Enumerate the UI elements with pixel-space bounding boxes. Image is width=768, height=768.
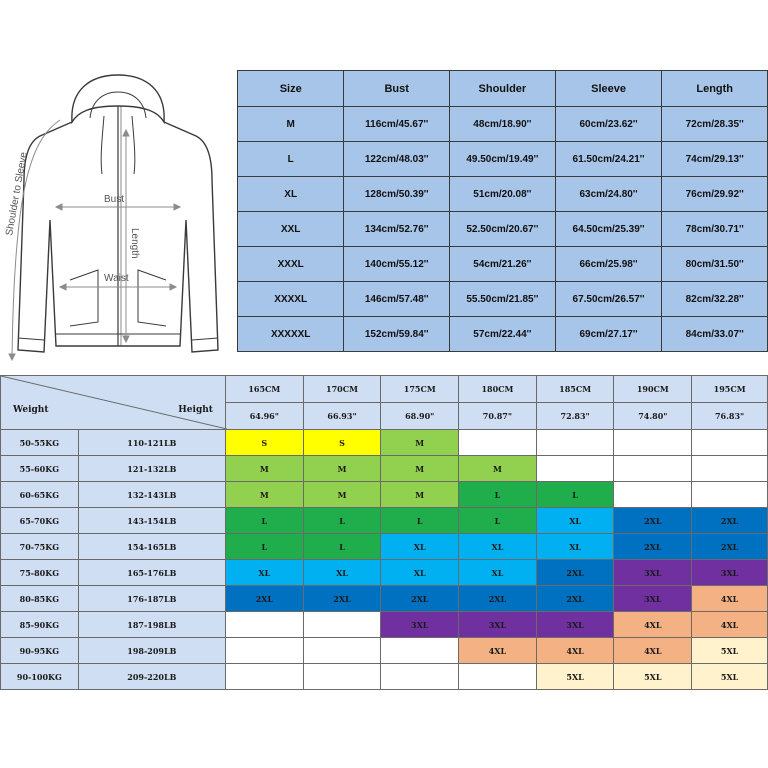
- recommended-size-cell: [225, 664, 303, 690]
- size-table-header-row: [238, 71, 768, 107]
- height-in-header: 76.83": [692, 403, 768, 430]
- bust-label: Bust: [104, 194, 125, 205]
- recommended-size-cell: M: [381, 430, 459, 456]
- corner-diagonal: [1, 376, 227, 429]
- size-table-row: [238, 247, 768, 282]
- size-table-cell: 60cm/23.62'': [555, 107, 662, 142]
- recommended-size-cell: S: [303, 430, 381, 456]
- recommended-size-cell: 3XL: [459, 612, 537, 638]
- size-measurement-table: [237, 70, 768, 352]
- recommended-size-cell: 2XL: [536, 586, 614, 612]
- recommended-size-cell: [381, 664, 459, 690]
- size-table-row: [238, 142, 768, 177]
- weight-kg-cell: 75-80KG: [1, 560, 79, 586]
- size-table-cell: 152cm/59.84'': [344, 317, 450, 352]
- weight-row: [1, 482, 768, 508]
- height-in-header: 70.87": [459, 403, 537, 430]
- weight-row: [1, 560, 768, 586]
- recommended-size-cell: L: [459, 508, 537, 534]
- weight-lb-cell: 209-220LB: [78, 664, 225, 690]
- height-cm-header: 165CM: [225, 376, 303, 403]
- recommended-size-cell: [692, 456, 768, 482]
- recommended-size-cell: XL: [459, 560, 537, 586]
- recommended-size-cell: 5XL: [692, 664, 768, 690]
- size-recommendation-table: [0, 375, 768, 690]
- weight-lb-cell: 154-165LB: [78, 534, 225, 560]
- size-table-cell: 52.50cm/20.67'': [450, 212, 556, 247]
- size-table-cell: 140cm/55.12'': [344, 247, 450, 282]
- size-table-header: Sleeve: [555, 71, 662, 107]
- recommended-size-cell: XL: [303, 560, 381, 586]
- size-table-cell: XXXXL: [238, 282, 344, 317]
- recommended-size-cell: 2XL: [303, 586, 381, 612]
- size-table-cell: 66cm/25.98'': [555, 247, 662, 282]
- height-label: Height: [178, 405, 213, 415]
- size-table-cell: 76cm/29.92'': [662, 177, 768, 212]
- size-table-cell: 72cm/28.35'': [662, 107, 768, 142]
- weight-kg-cell: 70-75KG: [1, 534, 79, 560]
- weight-lb-cell: 143-154LB: [78, 508, 225, 534]
- weight-kg-cell: 90-100KG: [1, 664, 79, 690]
- shoulder-to-sleeve-label: Shoulder to Sleeve: [4, 151, 30, 237]
- recommended-size-cell: [614, 482, 692, 508]
- size-table-cell: 48cm/18.90'': [450, 107, 556, 142]
- size-table-cell: 122cm/48.03'': [344, 142, 450, 177]
- weight-kg-cell: 50-55KG: [1, 430, 79, 456]
- size-table-header: Shoulder: [450, 71, 556, 107]
- recommended-size-cell: XL: [381, 534, 459, 560]
- size-table-row: [238, 282, 768, 317]
- size-table-cell: 134cm/52.76'': [344, 212, 450, 247]
- size-table-cell: 128cm/50.39'': [344, 177, 450, 212]
- waist-label: Waist: [104, 273, 129, 284]
- recommended-size-cell: 2XL: [614, 508, 692, 534]
- recommended-size-cell: L: [536, 482, 614, 508]
- height-cm-header: 195CM: [692, 376, 768, 403]
- size-table-cell: 67.50cm/26.57'': [555, 282, 662, 317]
- size-table-cell: 51cm/20.08'': [450, 177, 556, 212]
- size-table-cell: L: [238, 142, 344, 177]
- recommended-size-cell: S: [225, 430, 303, 456]
- height-in-header: 66.93": [303, 403, 381, 430]
- weight-lb-cell: 176-187LB: [78, 586, 225, 612]
- recommended-size-cell: M: [225, 456, 303, 482]
- weight-row: [1, 430, 768, 456]
- size-table-row: [238, 317, 768, 352]
- recommended-size-cell: M: [381, 456, 459, 482]
- weight-row: [1, 534, 768, 560]
- size-table-row: [238, 107, 768, 142]
- recommended-size-cell: L: [225, 508, 303, 534]
- size-table-cell: 146cm/57.48'': [344, 282, 450, 317]
- height-cm-header: 185CM: [536, 376, 614, 403]
- recommended-size-cell: M: [303, 482, 381, 508]
- recommended-size-cell: 2XL: [381, 586, 459, 612]
- weight-lb-cell: 198-209LB: [78, 638, 225, 664]
- recommended-size-cell: 3XL: [692, 560, 768, 586]
- recommended-size-cell: L: [303, 534, 381, 560]
- size-table-cell: 80cm/31.50'': [662, 247, 768, 282]
- height-in-header: 68.90": [381, 403, 459, 430]
- recommended-size-cell: 2XL: [692, 508, 768, 534]
- length-label: Length: [129, 228, 140, 259]
- recommended-size-cell: 3XL: [614, 586, 692, 612]
- weight-row: [1, 664, 768, 690]
- recommended-size-cell: L: [303, 508, 381, 534]
- recommended-size-cell: [303, 664, 381, 690]
- hoodie-measurement-diagram: [0, 70, 236, 370]
- weight-kg-cell: 90-95KG: [1, 638, 79, 664]
- size-table-cell: XXXXXL: [238, 317, 344, 352]
- recommended-size-cell: 5XL: [692, 638, 768, 664]
- recommended-size-cell: [459, 664, 537, 690]
- recommended-size-cell: L: [225, 534, 303, 560]
- recommended-size-cell: 2XL: [459, 586, 537, 612]
- size-table-header: Length: [662, 71, 768, 107]
- height-in-header: 74.80": [614, 403, 692, 430]
- recommended-size-cell: XL: [225, 560, 303, 586]
- weight-lb-cell: 165-176LB: [78, 560, 225, 586]
- recommended-size-cell: M: [303, 456, 381, 482]
- recommended-size-cell: [225, 612, 303, 638]
- weight-height-corner: [1, 376, 226, 430]
- size-table-cell: M: [238, 107, 344, 142]
- recommended-size-cell: L: [381, 508, 459, 534]
- size-table-cell: 57cm/22.44'': [450, 317, 556, 352]
- recommended-size-cell: [692, 430, 768, 456]
- size-table-cell: 55.50cm/21.85'': [450, 282, 556, 317]
- recommended-size-cell: 2XL: [225, 586, 303, 612]
- weight-lb-cell: 132-143LB: [78, 482, 225, 508]
- size-table-cell: 78cm/30.71'': [662, 212, 768, 247]
- weight-row: [1, 638, 768, 664]
- size-table-row: [238, 212, 768, 247]
- recommended-size-cell: [614, 456, 692, 482]
- height-cm-header: 190CM: [614, 376, 692, 403]
- height-in-header: 64.96": [225, 403, 303, 430]
- recommended-size-cell: 4XL: [536, 638, 614, 664]
- size-table-cell: 82cm/32.28'': [662, 282, 768, 317]
- recommended-size-cell: 4XL: [614, 638, 692, 664]
- size-table-cell: 61.50cm/24.21'': [555, 142, 662, 177]
- recommended-size-cell: [303, 638, 381, 664]
- size-table-cell: XXXL: [238, 247, 344, 282]
- size-table-cell: 116cm/45.67'': [344, 107, 450, 142]
- recommended-size-cell: XL: [536, 534, 614, 560]
- recommended-size-cell: [225, 638, 303, 664]
- weight-lb-cell: 110-121LB: [78, 430, 225, 456]
- recommended-size-cell: 4XL: [614, 612, 692, 638]
- weight-row: [1, 456, 768, 482]
- recommended-size-cell: 5XL: [614, 664, 692, 690]
- height-cm-header: 180CM: [459, 376, 537, 403]
- size-table-cell: 84cm/33.07'': [662, 317, 768, 352]
- weight-label: Weight: [13, 405, 49, 415]
- recommended-size-cell: 5XL: [536, 664, 614, 690]
- recommended-size-cell: [381, 638, 459, 664]
- size-table-cell: XXL: [238, 212, 344, 247]
- weight-row: [1, 586, 768, 612]
- size-table-row: [238, 177, 768, 212]
- recommended-size-cell: [614, 430, 692, 456]
- recommended-size-cell: 2XL: [614, 534, 692, 560]
- weight-kg-cell: 55-60KG: [1, 456, 79, 482]
- weight-kg-cell: 85-90KG: [1, 612, 79, 638]
- height-in-header: 72.83": [536, 403, 614, 430]
- recommended-size-cell: M: [225, 482, 303, 508]
- recommended-size-cell: 4XL: [459, 638, 537, 664]
- size-table-cell: 74cm/29.13'': [662, 142, 768, 177]
- recommended-size-cell: 2XL: [692, 534, 768, 560]
- size-table-cell: 64.50cm/25.39'': [555, 212, 662, 247]
- recommended-size-cell: 2XL: [536, 560, 614, 586]
- weight-kg-cell: 65-70KG: [1, 508, 79, 534]
- weight-kg-cell: 60-65KG: [1, 482, 79, 508]
- weight-lb-cell: 187-198LB: [78, 612, 225, 638]
- recommended-size-cell: [303, 612, 381, 638]
- recommended-size-cell: 3XL: [536, 612, 614, 638]
- weight-row: [1, 612, 768, 638]
- size-table-cell: XL: [238, 177, 344, 212]
- recommended-size-cell: 3XL: [614, 560, 692, 586]
- recommended-size-cell: 3XL: [381, 612, 459, 638]
- recommended-size-cell: M: [459, 456, 537, 482]
- recommended-size-cell: XL: [381, 560, 459, 586]
- size-table-header: Size: [238, 71, 344, 107]
- height-cm-header: 175CM: [381, 376, 459, 403]
- recommended-size-cell: L: [459, 482, 537, 508]
- size-table-cell: 69cm/27.17'': [555, 317, 662, 352]
- recommended-size-cell: XL: [459, 534, 537, 560]
- recommended-size-cell: XL: [536, 508, 614, 534]
- recommended-size-cell: 4XL: [692, 586, 768, 612]
- recommended-size-cell: [536, 456, 614, 482]
- height-cm-row: [1, 376, 768, 403]
- weight-lb-cell: 121-132LB: [78, 456, 225, 482]
- height-cm-header: 170CM: [303, 376, 381, 403]
- recommended-size-cell: [536, 430, 614, 456]
- size-table-header: Bust: [344, 71, 450, 107]
- size-table-cell: 49.50cm/19.49'': [450, 142, 556, 177]
- size-table-cell: 63cm/24.80'': [555, 177, 662, 212]
- size-table-cell: 54cm/21.26'': [450, 247, 556, 282]
- recommended-size-cell: [459, 430, 537, 456]
- weight-kg-cell: 80-85KG: [1, 586, 79, 612]
- recommended-size-cell: [692, 482, 768, 508]
- recommended-size-cell: 4XL: [692, 612, 768, 638]
- recommended-size-cell: M: [381, 482, 459, 508]
- weight-row: [1, 508, 768, 534]
